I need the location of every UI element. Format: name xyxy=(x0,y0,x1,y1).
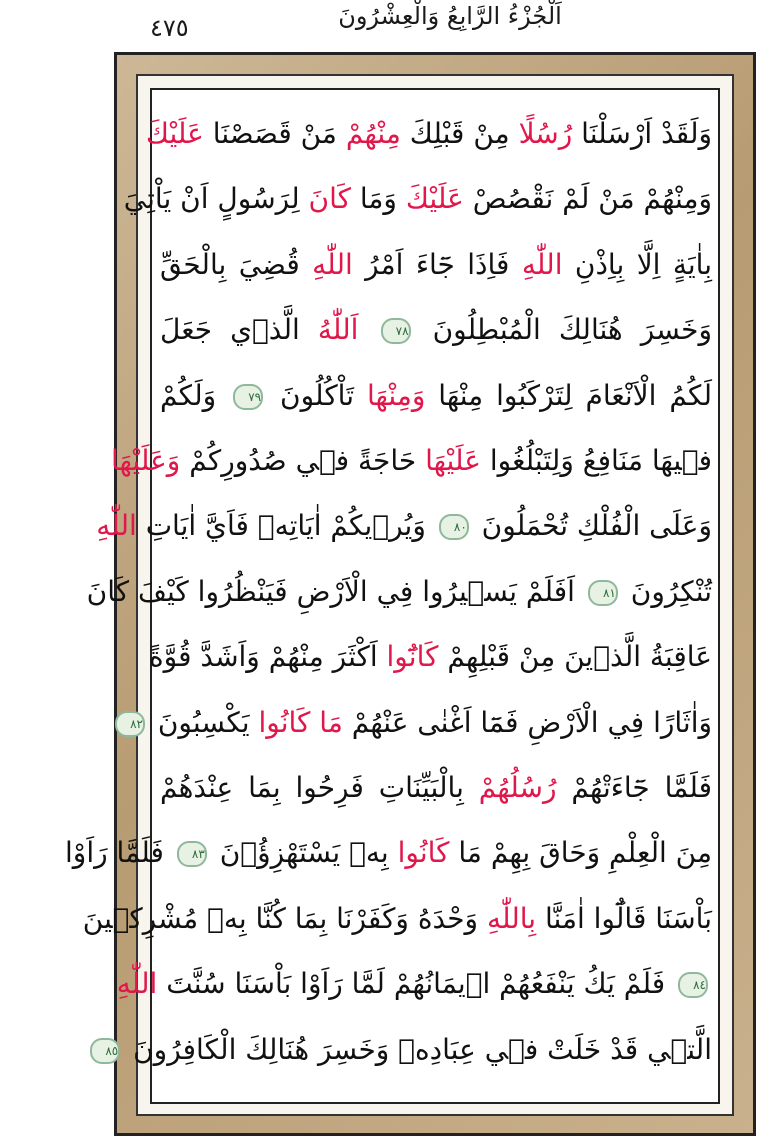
verse-text: عَاقِبَةُ الَّذ۪ينَ مِنْ قَبْلِهِمْ xyxy=(438,640,712,674)
verse-text: اَفَلَمْ يَس۪يرُوا فِي الْاَرْضِ فَيَنْظُرُوا كَيْفَ كَانَ xyxy=(86,574,584,608)
verse-text: وَخَسِرَ هُنَالِكَ الْمُبْطِلُونَ xyxy=(414,313,713,347)
verse-line xyxy=(65,831,712,875)
highlighted-word: اللّٰهِ xyxy=(521,247,563,281)
highlighted-word: اللّٰهِ xyxy=(312,247,353,281)
ayah-number-marker: ٨٥ xyxy=(90,1038,120,1064)
verse-line xyxy=(160,374,712,418)
verse-text: وَلَكُمْ xyxy=(160,378,230,412)
verse-line xyxy=(130,701,712,745)
highlighted-word: مَا كَانُوا xyxy=(258,705,343,739)
highlighted-word: اللّٰهِ xyxy=(116,967,158,1001)
verse-text: وَعَلَى الْفُلْكِ تُحْمَلُونَ xyxy=(472,509,712,543)
ayah-number-marker: ٨٤ xyxy=(678,972,708,998)
verse-text: تُنْكِرُونَ xyxy=(621,574,712,608)
verse-text: بِه۪ يَسْتَهْزِؤُ۫نَ xyxy=(210,836,398,870)
verse-text: يَكْسِبُونَ xyxy=(148,705,259,739)
verse-text: مِنْ قَبْلِكَ xyxy=(400,117,519,150)
highlighted-word: عَلَيْكَ xyxy=(405,182,464,216)
verse-text: فَلَمَّا رَاَوْا xyxy=(65,836,173,870)
juz-title: اَلْجُزْءُ الرَّابِعُ وَالْعِشْرُونَ xyxy=(338,2,562,30)
highlighted-word: رُسُلُهُمْ xyxy=(478,771,557,804)
highlighted-word: عَلَيْهَا xyxy=(425,444,481,477)
ayah-number-marker: ٧٨ xyxy=(381,318,411,344)
highlighted-word: بِاللّٰهِ xyxy=(486,901,537,935)
ayah-number-marker: ٨٣ xyxy=(177,841,207,867)
verse-text xyxy=(358,313,376,346)
verse-text: وَيُر۪يكُمْ اٰيَاتِه۪ فَاَيَّ اٰيَاتِ xyxy=(136,509,435,543)
verse-text: بَاْسَنَا قَالُٓوا اٰمَنَّا xyxy=(536,901,712,935)
ayah-number-marker: ٨٠ xyxy=(439,514,469,540)
verse-line xyxy=(145,112,712,156)
verse-text: وَمَا xyxy=(350,182,406,216)
highlighted-word: رُسُلًا xyxy=(518,117,573,150)
verse-text: ف۪يهَا مَنَافِعُ وَلِتَبْلُغُوا xyxy=(480,444,712,477)
highlighted-word: اللّٰهِ xyxy=(96,509,137,543)
verse-line xyxy=(110,439,712,483)
verse-text: وَاٰثَارًا فِي الْاَرْضِ فَمَٓا اَغْنٰى عَنْهُمْ xyxy=(342,705,712,739)
highlighted-word: كَانُوا xyxy=(397,836,450,870)
highlighted-word: وَمِنْهَا xyxy=(366,378,426,412)
page-header xyxy=(0,0,760,52)
verse-line xyxy=(123,177,712,221)
verse-text: لِرَسُولٍ اَنْ يَاْتِيَ xyxy=(123,182,309,216)
highlighted-word: عَلَيْكَ xyxy=(145,117,204,150)
ayah-number-marker: ٨٢ xyxy=(115,711,145,737)
verse-line xyxy=(96,504,712,548)
verse-text: قُضِيَ بِالْحَقِّ xyxy=(160,247,313,281)
verse-text: فَاِذَا جَٓاءَ اَمْرُ xyxy=(352,247,522,281)
verse-text: الَّت۪ي قَدْ خَلَتْ ف۪ي عِبَادِه۪ وَخَسِرَ هُنَالِكَ الْكَافِرُونَ xyxy=(124,1032,712,1066)
ayah-number-marker: ٨١ xyxy=(588,580,618,606)
verse-line xyxy=(105,1028,712,1072)
verse-line xyxy=(116,962,712,1006)
verse-text: بِالْبَيِّنَاتِ فَرِحُوا بِمَا عِنْدَهُمْ xyxy=(160,771,479,804)
verse-line xyxy=(160,308,712,352)
ayah-number-marker: ٧٩ xyxy=(233,384,263,410)
verse-text: وَحْدَهُ وَكَفَرْنَا بِمَا كُنَّا بِه۪ مُشْرِك۪ينَ xyxy=(82,901,487,935)
verse-line xyxy=(148,635,712,679)
verse-text: حَاجَةً ف۪ي صُدُورِكُمْ xyxy=(180,444,426,477)
highlighted-word: اَللّٰهُ xyxy=(317,313,359,347)
verse-line xyxy=(82,897,712,941)
verse-text: اَكْثَرَ مِنْهُمْ وَاَشَدَّ قُوَّةً xyxy=(148,640,387,674)
verse-text: تَاْكُلُونَ xyxy=(267,378,367,412)
verse-text: بِاٰيَةٍ اِلَّا بِاِذْنِ xyxy=(562,247,712,281)
highlighted-word: كَانَ xyxy=(308,182,351,216)
verse-text: وَمِنْهُمْ مَنْ لَمْ نَقْصُصْ xyxy=(463,182,712,216)
highlighted-word: وَعَلَيْهَا xyxy=(110,444,181,477)
page-number: ٤٧٥ xyxy=(150,14,189,42)
highlighted-word: كَانُٓوا xyxy=(386,640,439,674)
verse-text: لَكُمُ الْاَنْعَامَ لِتَرْكَبُوا مِنْهَا xyxy=(425,378,712,412)
verse-text: فَلَمْ يَكُ يَنْفَعُهُمْ ا۪يمَانُهُمْ لَمَّا رَاَوْا بَاْسَنَا سُنَّتَ xyxy=(157,967,674,1001)
verse-line xyxy=(160,243,712,287)
verse-text: فَلَمَّا جَٓاءَتْهُمْ xyxy=(556,771,712,804)
verse-line xyxy=(160,766,712,810)
verse-text: الَّذ۪ي جَعَلَ xyxy=(160,313,318,347)
verse-text: مِنَ الْعِلْمِ وَحَاقَ بِهِمْ مَا xyxy=(449,836,712,870)
highlighted-word: مِنْهُمْ xyxy=(345,117,401,150)
verse-text: مَنْ قَصَصْنَا xyxy=(203,117,346,150)
verse-line xyxy=(86,570,712,614)
verse-text: وَلَقَدْ اَرْسَلْنَا xyxy=(572,117,712,150)
